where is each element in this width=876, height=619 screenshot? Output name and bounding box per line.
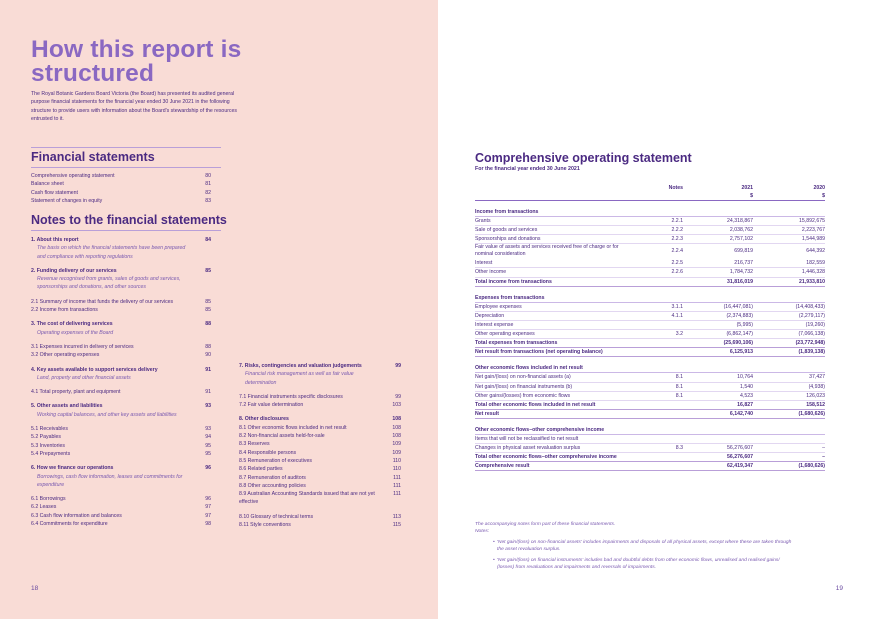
row-label: Changes in physical asset revaluation surplus [475, 445, 581, 452]
row-label: Employee expenses [475, 303, 522, 310]
row-label: Other gains/(losses) from economic flows [475, 392, 571, 399]
table-row [475, 435, 825, 444]
toc-entry [239, 415, 401, 423]
toc-entry-page: 91 [205, 389, 211, 396]
toc-entry-page: 91 [205, 366, 211, 373]
row-value-2020: – [822, 445, 825, 452]
toc-entry [239, 465, 401, 473]
toc-entry-page: 95 [205, 442, 211, 449]
toc-entry-page: 97 [205, 504, 211, 511]
row-value-2021: 31,816,019 [727, 278, 753, 285]
table-row [475, 330, 825, 339]
row-value-2021: 1,784,732 [729, 269, 753, 276]
toc-entry-label: 3.1 Expenses incurred in delivery of services [31, 343, 134, 350]
row-label: Grants [475, 218, 491, 225]
statement-subtitle: For the financial year ended 30 June 2021 [475, 166, 580, 172]
row-value-2021: 2,757,102 [729, 236, 753, 243]
row-label: Net gain/(loss) on non-financial assets (a) [475, 374, 571, 381]
row-label: Net result [475, 410, 499, 417]
toc-entry-label: 7. Risks, contingencies and valuation judgements [239, 363, 362, 369]
row-note: 8.1 [675, 374, 683, 381]
toc-description: Financial risk management as well as fair value determination [245, 371, 354, 386]
page-number: 19 [835, 585, 843, 592]
row-value-2020: (4,938) [808, 383, 825, 390]
toc-entry-page: 113 [392, 513, 401, 520]
toc-entry-label: 8.8 Other accounting policies [239, 482, 306, 489]
toc-entry-label: 6.2 Leases [31, 504, 57, 511]
row-label: Total expenses from transactions [475, 340, 558, 347]
toc-description: Revenue recognised from grants, sales of goods and services, sponsorships and donations, and other sources [37, 276, 181, 291]
toc-entry-label: 2.1 Summary of income that funds the delivery of our services [31, 298, 174, 305]
row-value-2020: (1,680,626) [798, 463, 825, 470]
table-row [475, 392, 825, 401]
toc-entry-page: 85 [205, 298, 211, 305]
toc-entry [31, 351, 211, 359]
total-row [475, 278, 825, 287]
toc-entry-page: 99 [395, 363, 401, 369]
table-row [475, 312, 825, 321]
row-label: Expenses from transactions [475, 294, 545, 301]
toc-entry-page: 111 [393, 474, 401, 481]
toc-description: Operating expenses of the Board [37, 329, 114, 336]
row-value-2021: 6,125,913 [729, 349, 753, 356]
toc-entry [239, 393, 401, 401]
row-label: Net result from transactions (net operating balance) [475, 349, 603, 356]
toc-entry-label: 8.9 Australian Accounting Standards issued that are not yet effective [239, 491, 375, 506]
toc-entry-label: 4. Key assets available to support services delivery [31, 366, 158, 373]
row-value-2021: 16,827 [737, 401, 753, 408]
toc-entry-label: 8.5 Remuneration of executives [239, 457, 312, 464]
toc-entry [239, 490, 401, 507]
statement-notes [475, 521, 795, 571]
table-row [475, 444, 825, 453]
toc-entry [31, 320, 211, 328]
row-value-2021: (25,690,106) [723, 340, 753, 347]
toc-entry-label: 7.2 Fair value determination [239, 402, 304, 409]
row-value-2020: 1,446,328 [801, 269, 825, 276]
row-value-2020: (14,408,433) [795, 303, 825, 310]
row-note: 2.2.4 [671, 248, 683, 255]
toc-entry-label: 8.4 Responsible persons [239, 449, 297, 456]
toc-entry-label: Balance sheet [31, 181, 64, 188]
toc-entry [31, 503, 211, 511]
toc-entry [31, 267, 211, 275]
toc-entry [31, 402, 211, 410]
row-note: 2.2.1 [671, 218, 683, 225]
toc-entry-page: 85 [205, 307, 211, 314]
year-2021-header: 2021 $ [741, 185, 753, 199]
toc-entry-label: Statement of changes in equity [31, 197, 103, 204]
toc-entry-label: 2.2 Income from transactions [31, 307, 98, 314]
total-row [475, 462, 825, 471]
toc-entry-page: 99 [395, 393, 401, 400]
toc-entry-page: 109 [392, 441, 401, 448]
toc-entry-label: 8.2 Non-financial assets held-for-sale [239, 433, 325, 440]
toc-entry-page: 93 [205, 426, 211, 433]
toc-entry-page: 109 [392, 449, 401, 456]
note-a: • 'Net gain/(loss) on non-financial assets' includes impairments and disposals of all physical assets, except where these are taken through the asset revaluation surplus. [475, 539, 795, 554]
row-label: Items that will not be reclassified to net result [475, 435, 579, 442]
divider [31, 167, 221, 168]
toc-entry-page: 110 [392, 457, 401, 464]
row-note: 2.2.2 [671, 227, 683, 234]
toc-entry-page: 80 [205, 173, 211, 179]
toc-entry [239, 474, 401, 482]
total-row [475, 339, 825, 348]
page-number: 18 [31, 585, 39, 592]
toc-entry-page: 108 [392, 416, 401, 423]
toc-entry-page: 108 [392, 433, 401, 440]
row-value-2021: 2,038,762 [729, 227, 753, 234]
row-label: Other economic flows–other comprehensive income [475, 426, 605, 433]
toc-entry-label: 6.4 Commitments for expenditure [31, 521, 108, 528]
toc-entry [31, 520, 211, 528]
row-value-2020: 126,023 [806, 392, 825, 399]
toc-entry [31, 433, 211, 441]
toc-entry-page: 93 [205, 403, 211, 410]
toc-entry-page: 111 [393, 482, 401, 489]
toc-entry-label: 8.3 Reserves [239, 441, 270, 448]
toc-entry [31, 236, 211, 244]
toc-entry-label: 5.4 Prepayments [31, 450, 71, 457]
toc-entry [239, 432, 401, 440]
toc-description: Working capital balances, and other key assets and liabilities [37, 411, 177, 418]
toc-entry-label: 3.2 Other operating expenses [31, 352, 100, 359]
toc-entry [31, 464, 211, 472]
row-value-2021: 699,819 [734, 248, 753, 255]
total-row [475, 453, 825, 462]
toc-entry-page: 84 [205, 237, 211, 243]
row-label: Interest expense [475, 321, 514, 328]
toc-entry-label: 1. About this report [31, 237, 79, 243]
toc-entry [239, 401, 401, 409]
toc-entry [239, 513, 401, 521]
row-value-2021: 10,764 [737, 374, 753, 381]
toc-description: Land, property and other financial assets [37, 374, 131, 381]
toc-entry-page: 88 [205, 321, 211, 328]
row-value-2021: 24,318,867 [727, 218, 753, 225]
toc-entry-label: 8.6 Related parties [239, 466, 283, 473]
row-value-2021: 6,142,740 [729, 410, 753, 417]
toc-entry-page: 115 [392, 522, 401, 529]
row-value-2020: (1,839,138) [798, 349, 825, 356]
toc-entry [239, 482, 401, 490]
toc-entry [31, 495, 211, 503]
section-heading [475, 208, 825, 217]
toc-entry-label: 6. How we finance our operations [31, 465, 114, 472]
row-label: Income from transactions [475, 209, 539, 215]
toc-entry-page: 88 [205, 343, 211, 350]
row-label: Sale of goods and services [475, 227, 538, 234]
row-value-2021: 56,276,607 [727, 445, 753, 452]
toc-entry-page: 111 [393, 491, 401, 498]
row-label: Total income from transactions [475, 278, 552, 285]
row-value-2020: 2,223,767 [801, 227, 825, 234]
row-value-2020: 15,892,675 [799, 218, 825, 225]
row-label: Other operating expenses [475, 331, 535, 338]
toc-entry-label: 5.2 Payables [31, 434, 61, 441]
toc-entry [31, 450, 211, 458]
page-title: How this report is structured [31, 36, 242, 87]
row-note: 8.3 [675, 445, 683, 452]
row-label: Total other economic flows included in net result [475, 401, 596, 408]
toc-entry-label: 8. Other disclosures [239, 416, 289, 423]
toc-entry-page: 90 [205, 352, 211, 359]
toc-entry [31, 343, 211, 351]
toc-entry-label: 8.7 Remuneration of auditors [239, 474, 306, 481]
table-row [475, 259, 825, 268]
toc-entry [31, 172, 211, 180]
toc-entry [239, 362, 401, 370]
financial-statements-list [31, 172, 211, 205]
toc-entry [31, 425, 211, 433]
toc-entry-page: 95 [205, 450, 211, 457]
toc-entry [31, 306, 211, 314]
divider [31, 230, 221, 231]
table-row [475, 235, 825, 244]
toc-entry [31, 512, 211, 520]
row-note: 3.2 [675, 331, 683, 338]
row-value-2020: 21,933,810 [799, 278, 825, 285]
row-label: Other economic flows included in net result [475, 365, 583, 372]
row-value-2020: (23,772,948) [795, 340, 825, 347]
toc-entry [239, 440, 401, 448]
toc-entry-label: 8.10 Glossary of technical terms [239, 513, 314, 520]
row-note: 3.1.1 [671, 303, 683, 310]
row-value-2021: 1,540 [740, 383, 753, 390]
toc-entry [239, 521, 401, 529]
row-value-2020: 37,427 [809, 374, 825, 381]
notes-heading: Notes to the financial statements [31, 213, 227, 227]
table-header [475, 184, 825, 201]
toc-entry-page: 85 [205, 267, 211, 274]
toc-entry-page: 83 [205, 197, 211, 204]
row-value-2020: 644,392 [806, 248, 825, 255]
toc-entry [31, 189, 211, 197]
row-note: 2.2.3 [671, 236, 683, 243]
table-row [475, 226, 825, 235]
toc-entry [31, 298, 211, 306]
toc-entry-label: 5. Other assets and liabilities [31, 403, 103, 410]
toc-description: Borrowings, cash flow information, leases and commitments for expenditure [37, 473, 183, 488]
toc-entry-label: 6.3 Cash flow information and balances [31, 512, 122, 519]
row-value-2021: (16,447,081) [723, 303, 753, 310]
row-value-2020: 182,559 [806, 260, 825, 267]
toc-entry-page: 82 [205, 189, 211, 196]
toc-entry-page: 81 [205, 181, 211, 188]
total-row [475, 410, 825, 419]
table-body [475, 208, 825, 471]
row-label: Net gain/(loss) on financial instruments (b) [475, 383, 573, 390]
toc-entry-label: Cash flow statement [31, 189, 78, 196]
section-heading [475, 294, 825, 303]
row-value-2021: 62,419,347 [727, 463, 753, 470]
row-value-2020: 158,512 [806, 401, 825, 408]
intro-paragraph: The Royal Botanic Gardens Board Victoria (the Board) has presented its audited general purpose financial statements for the financial year ended 30 June 2021 in the following structure to provide users with information about the Board's stewardship of the resources entrusted to it. [31, 91, 238, 122]
note-b: • 'Net gain/(loss) on financial instruments' includes bad and doubtful debts from other economic flows, unrealised and realised gains/ (losses) from revaluations and impairments and reversals of impairments. [475, 557, 795, 572]
table-row [475, 303, 825, 312]
row-value-2021: 216,737 [734, 260, 753, 267]
row-label: Comprehensive result [475, 463, 530, 470]
row-value-2020: (19,260) [805, 321, 825, 328]
row-value-2021: (6,862,147) [726, 331, 753, 338]
toc-entry-label: 6.1 Borrowings [31, 496, 66, 503]
notes-label: Notes: [475, 529, 490, 535]
row-value-2021: (2,374,883) [726, 312, 753, 319]
row-label: Depreciation [475, 312, 505, 319]
row-value-2021: 56,276,607 [727, 454, 753, 461]
row-value-2020: (1,680,626) [798, 410, 825, 417]
row-value-2020: (2,279,117) [798, 312, 825, 319]
financial-statements-heading: Financial statements [31, 150, 155, 164]
toc-entry-page: 103 [392, 402, 401, 409]
row-note: 8.1 [675, 383, 683, 390]
notes-toc-column-2 [239, 362, 401, 529]
row-note: 4.1.1 [671, 312, 683, 319]
row-note: 8.1 [675, 392, 683, 399]
notes-toc-column-1 [31, 236, 211, 528]
section-heading [475, 364, 825, 373]
toc-entry [31, 442, 211, 450]
row-label: Total other economic flows–other comprehensive income [475, 454, 617, 461]
total-row [475, 348, 825, 357]
toc-entry [31, 388, 211, 396]
toc-description: The basis on which the financial statements have been prepared and compliance with reporting regulations [37, 245, 186, 260]
total-row [475, 401, 825, 410]
row-value-2020: 1,544,989 [801, 236, 825, 243]
row-label: Interest [475, 260, 493, 267]
table-row [475, 383, 825, 392]
toc-entry [239, 449, 401, 457]
divider [31, 147, 221, 148]
toc-entry [31, 197, 211, 205]
row-note: 2.2.5 [671, 260, 683, 267]
financial-table [475, 184, 825, 471]
toc-entry-page: 97 [205, 512, 211, 519]
toc-entry-page: 108 [392, 424, 401, 431]
toc-entry-label: 3. The cost of delivering services [31, 321, 113, 328]
row-value-2021: (5,995) [736, 321, 753, 328]
row-value-2021: 4,523 [740, 392, 753, 399]
section-heading [475, 426, 825, 435]
row-value-2020: – [822, 454, 825, 461]
toc-entry-label: Comprehensive operating statement [31, 173, 115, 179]
toc-entry-page: 96 [205, 496, 211, 503]
toc-entry-page: 96 [205, 465, 211, 472]
toc-entry [239, 424, 401, 432]
toc-entry-label: 4.1 Total property, plant and equipment [31, 389, 121, 396]
toc-entry-page: 110 [392, 466, 401, 473]
toc-entry-page: 98 [205, 521, 211, 528]
toc-entry [31, 366, 211, 374]
table-row [475, 373, 825, 382]
notes-column-header: Notes [668, 185, 683, 191]
toc-entry-page: 94 [205, 434, 211, 441]
footnote: The accompanying notes form part of these financial statements. [475, 522, 616, 527]
toc-entry-label: 8.11 Style conventions [239, 522, 291, 529]
toc-entry-label: 7.1 Financial instruments specific disclosures [239, 393, 343, 400]
statement-title: Comprehensive operating statement [475, 151, 692, 165]
table-row [475, 321, 825, 330]
year-2020-header: 2020 $ [813, 185, 825, 199]
toc-entry-label: 2. Funding delivery of our services [31, 267, 117, 274]
row-label: Fair value of assets and services received free of charge or for nominal consideration [475, 244, 619, 258]
table-row [475, 217, 825, 226]
toc-entry-label: 5.3 Inventories [31, 442, 66, 449]
toc-entry-label: 8.1 Other economic flows included in net result [239, 424, 347, 431]
row-label: Other income [475, 269, 507, 276]
row-label: Sponsorships and donations [475, 236, 541, 243]
table-row [475, 268, 825, 277]
table-row [475, 244, 825, 259]
row-value-2020: (7,066,138) [798, 331, 825, 338]
toc-entry [239, 457, 401, 465]
toc-entry [31, 180, 211, 188]
toc-entry-label: 5.1 Receivables [31, 426, 68, 433]
row-note: 2.2.6 [671, 269, 683, 276]
